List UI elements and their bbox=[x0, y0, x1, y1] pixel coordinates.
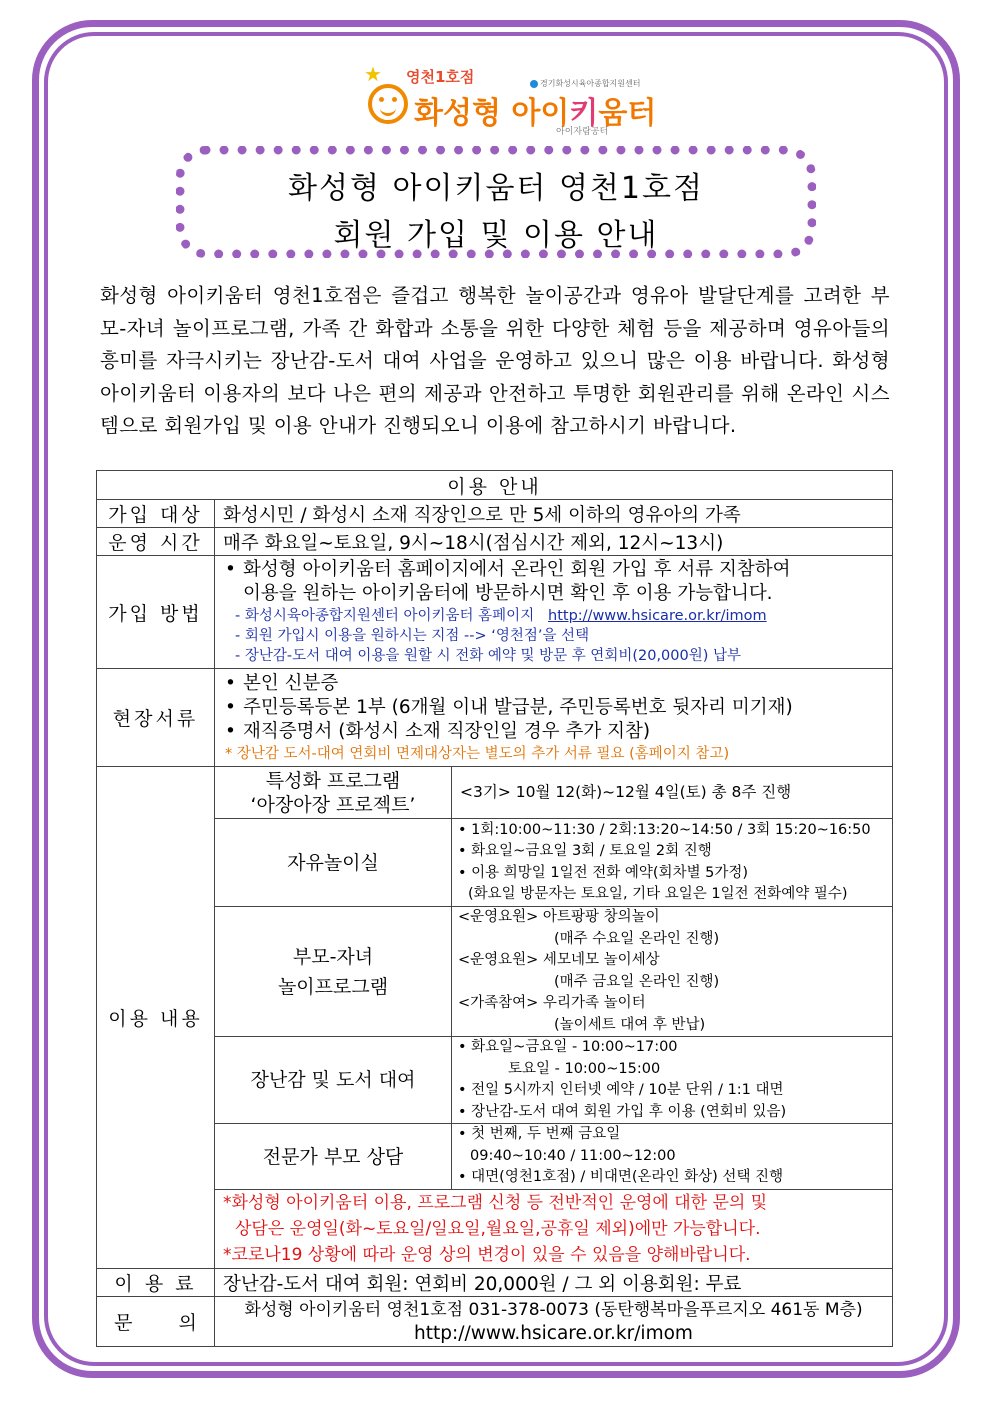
intro-paragraph: 화성형 아이키움터 영천1호점은 즐겁고 행복한 놀이공간과 영유아 발달단계를 고려한 부모-자녀 놀이프로그램, 가족 간 화합과 소통을 위한 다양한 체험 등을 제공하며 영유아들의 흥미를 자극시키는 장난감-도서 대여 사업을 운영하고 있으니 많은 이용 바랍니다. 화성형 아이키움터 이용자의 보다 나은 편의 제공과 안전하고 투명한 회원관리를 위해 온라인 시스템으로 회원가입 및 이용 안내가 진행되오니 이용에 참고하시기 바랍니다. bbox=[100, 284, 890, 437]
join-note-branch: - 회원 가입시 이용을 원하시는 지점 --> ‘영천점’을 선택 bbox=[235, 628, 590, 644]
docs-note: * 장난감 도서-대여 연회비 면제대상자는 별도의 추가 서류 필요 (홈페이지 참고) bbox=[225, 745, 730, 762]
logo bbox=[360, 62, 657, 140]
page-subtitle: 회원 가입 및 이용 안내 bbox=[333, 218, 659, 253]
hours-label: 운영 시간 bbox=[97, 528, 215, 556]
usage-label: 이용 내용 bbox=[97, 767, 215, 1269]
contact-label: 문 의 bbox=[97, 1297, 215, 1347]
free-play-value: • 1회:10:00~11:30 / 2회:13:20~14:50 / 3회 15:20~16:50 • 화요일~금요일 3회 / 토요일 2회 진행 • 이용 희망일 1일전 전화 예약(회차별 5가정) (화요일 방문자는 토요일, 기타 요일은 1일전 전화예약 필수) bbox=[452, 819, 893, 907]
contact-link[interactable]: http://www.hsicare.or.kr/imom bbox=[414, 1322, 693, 1344]
join-value: • 화성형 아이키움터 홈페이지에서 온라인 회원 가입 후 서류 지참하여 이용을 원하는 아이키움터에 방문하시면 확인 후 이용 가능합니다. - 화성시육아종합지원센터 아이키움터 홈페이지 http://www.hsicare.or.kr/imom - 회원 가입시 이용을 원하시는 지점 --> ‘영천점’을 선택 - 장난감-도서 대여 이용을 원할 시 전화 예약 및 방문 후 연회비(20,000원) 납부 bbox=[215, 556, 893, 669]
logo-org: 경기화성시육아종합지원센터 bbox=[530, 78, 640, 89]
docs-value: • 본인 신분증 • 주민등록등본 1부 (6개월 이내 발급분, 주민등록번호 뒷자리 미기재) • 재직증명서 (화성시 소재 직장인일 경우 추가 지참) * 장난감 도서-대여 연회비 면제대상자는 별도의 추가 서류 필요 (홈페이지 참고) bbox=[215, 669, 893, 767]
star-icon: ★ bbox=[364, 62, 382, 86]
special-program-label: 특성화 프로그램 ‘아장아장 프로젝트’ bbox=[215, 767, 452, 819]
target-label: 가입 대상 bbox=[97, 500, 215, 528]
usage-notes: *화성형 아이키움터 이용, 프로그램 신청 등 전반적인 운영에 대한 문의 및 상담은 운영일(화~토요일/일요일,월요일,공휴일 제외)에만 가능합니다. *코로나19 상황에 따라 운영 상의 변경이 있을 수 있음을 양해바랍니다. bbox=[215, 1190, 893, 1269]
docs-label: 현장서류 bbox=[97, 669, 215, 767]
logo-sub: 아이자람공터 bbox=[556, 127, 609, 137]
counsel-value: • 첫 번째, 두 번째 금요일 09:40~10:40 / 11:00~12:00 • 대면(영천1호점) / 비대면(온라인 화상) 선택 진행 bbox=[452, 1124, 893, 1190]
org-icon bbox=[530, 80, 538, 88]
free-play-label: 자유놀이실 bbox=[215, 819, 452, 907]
smiley-face-icon bbox=[368, 84, 408, 124]
parent-child-value: <운영요원> 아트팡팡 창의놀이 (매주 수요일 온라인 진행) <운영요원> 세모네모 놀이세상 (매주 금요일 온라인 진행) <가족참여> 우리가족 놀이터 (놀이세트 대여 후 반납) bbox=[452, 907, 893, 1037]
counsel-label: 전문가 부모 상담 bbox=[215, 1124, 452, 1190]
page-title: 화성형 아이키움터 영천1호점 bbox=[288, 171, 704, 206]
parent-child-label: 부모-자녀 놀이프로그램 bbox=[215, 907, 452, 1037]
logo-branch: 영천1호점 bbox=[406, 68, 475, 86]
join-note-homepage: - 화성시육아종합지원센터 아이키움터 홈페이지 http://www.hsicare.or.kr/imom bbox=[235, 608, 767, 624]
fee-label: 이 용 료 bbox=[97, 1269, 215, 1297]
target-value: 화성시민 / 화성시 소재 직장인으로 만 5세 이하의 영유아의 가족 bbox=[215, 500, 893, 528]
special-program-value: <3기> 10월 12(화)~12월 4일(토) 총 8주 진행 bbox=[452, 767, 893, 819]
homepage-link[interactable]: http://www.hsicare.or.kr/imom bbox=[548, 608, 767, 624]
hours-value: 매주 화요일~토요일, 9시~18시(점심시간 제외, 12시~13시) bbox=[215, 528, 893, 556]
logo-name: 화성형 아이키움터 bbox=[414, 96, 657, 131]
rental-label: 장난감 및 도서 대여 bbox=[215, 1037, 452, 1124]
table-header: 이용 안내 bbox=[97, 471, 893, 500]
info-table bbox=[96, 470, 893, 1347]
contact-value: 화성형 아이키움터 영천1호점 031-378-0073 (동탄행복마을푸르지오 461동 M층) http://www.hsicare.or.kr/imom bbox=[215, 1297, 893, 1347]
join-note-rental: - 장난감-도서 대여 이용을 원할 시 전화 예약 및 방문 후 연회비(20,000원) 납부 bbox=[235, 648, 742, 664]
join-label: 가입 방법 bbox=[97, 556, 215, 669]
rental-value: • 화요일~금요일 - 10:00~17:00 토요일 - 10:00~15:00 • 전일 5시까지 인터넷 예약 / 10분 단위 / 1:1 대면 • 장난감-도서 대여 회원 가입 후 이용 (연회비 있음) bbox=[452, 1037, 893, 1124]
title-box bbox=[176, 146, 816, 258]
fee-value: 장난감-도서 대여 회원: 연회비 20,000원 / 그 외 이용회원: 무료 bbox=[215, 1269, 893, 1297]
